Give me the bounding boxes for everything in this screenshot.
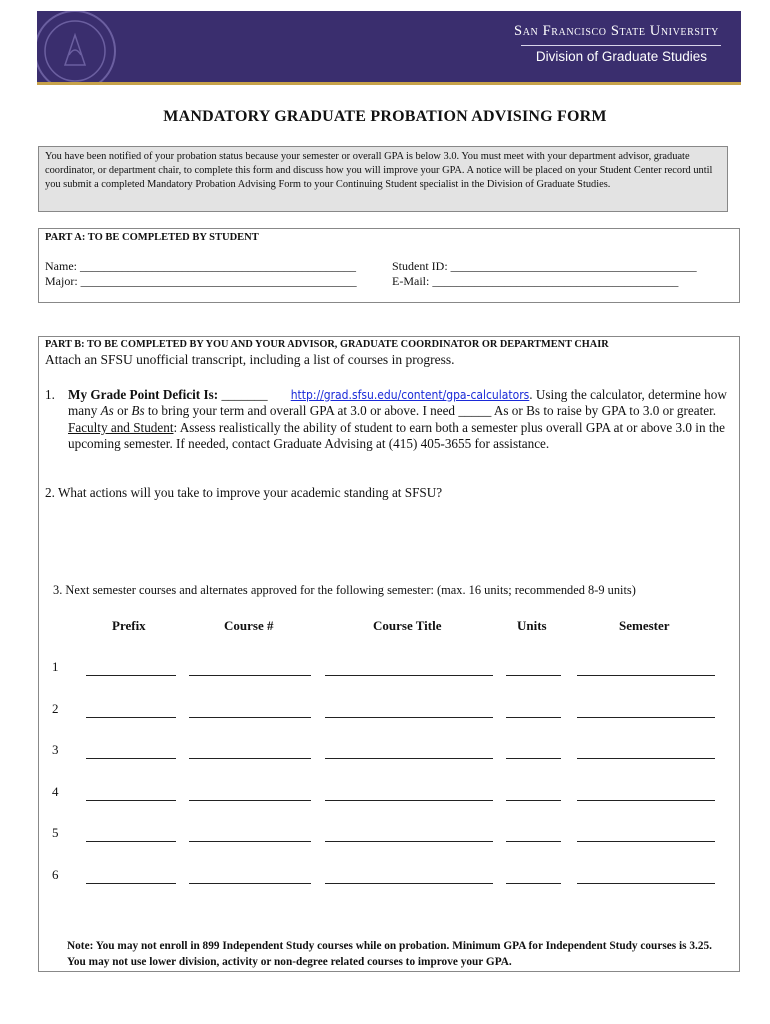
division-name: Division of Graduate Studies (535, 49, 707, 64)
semester-blank-line[interactable] (577, 841, 715, 842)
semester-blank-line[interactable] (577, 883, 715, 884)
column-prefix: Prefix (112, 618, 146, 633)
course-title-blank-line[interactable] (325, 758, 493, 759)
header-banner (37, 11, 741, 85)
units-blank-line[interactable] (506, 883, 561, 884)
part-b-section (38, 336, 740, 972)
course-number-blank-line[interactable] (189, 758, 311, 759)
row-number: 3 (52, 742, 59, 757)
prefix-blank-line[interactable] (86, 717, 176, 718)
university-seal-icon (37, 11, 121, 85)
prefix-blank-line[interactable] (86, 883, 176, 884)
student-id-field[interactable] (392, 259, 697, 274)
column-semester: Semester (619, 618, 670, 633)
question-3: 3. Next semester courses and alternates approved for the following semester: (max. 16 units; recommended 8-9 units) (53, 583, 636, 597)
row-number: 4 (52, 783, 59, 799)
q1-as: As (100, 403, 114, 419)
semester-blank-line[interactable] (577, 675, 715, 676)
major-blank[interactable]: ______________________________________________ (80, 274, 357, 288)
email-field[interactable] (392, 274, 678, 289)
row-number: 5 (52, 825, 59, 840)
form-title: MANDATORY GRADUATE PROBATION ADVISING FORM (163, 108, 607, 125)
row-number: 6 (52, 866, 59, 882)
course-title-blank-line[interactable] (325, 841, 493, 842)
gpa-calculator-link[interactable]: http://grad.sfsu.edu/content/gpa-calculators (290, 388, 530, 402)
column-course-title: Course Title (373, 618, 442, 633)
column-units: Units (517, 618, 547, 633)
grade-deficit-label: My Grade Point Deficit Is: (68, 387, 219, 402)
q1-after-link: . Using the calculator, (529, 387, 645, 402)
q1-line2a: determine how many (68, 387, 727, 419)
semester-blank-line[interactable] (577, 758, 715, 759)
semester-blank-line[interactable] (577, 717, 715, 718)
semester-blank-line[interactable] (577, 800, 715, 801)
prefix-blank-line[interactable] (86, 800, 176, 801)
units-blank-line[interactable] (506, 758, 561, 759)
name-label: Name: (45, 259, 77, 273)
email-blank[interactable]: _________________________________________ (432, 274, 679, 288)
course-title-blank-line[interactable] (325, 675, 493, 676)
units-blank-line[interactable] (506, 717, 561, 718)
name-field[interactable] (45, 259, 356, 274)
course-number-blank-line[interactable] (189, 883, 311, 884)
course-number-blank-line[interactable] (189, 675, 311, 676)
footnote: Note: You may not enroll in 899 Independent Study courses while on probation. Minimum GPA for Independent Study courses is 3.25. You may not use lower division, activity or non-degree related courses to improve your GPA. (67, 940, 712, 968)
course-number-blank-line[interactable] (189, 841, 311, 842)
grade-deficit-blank[interactable]: _______ (221, 387, 268, 402)
major-label: Major: (45, 274, 78, 288)
course-title-blank-line[interactable] (325, 800, 493, 801)
course-number-blank-line[interactable] (189, 717, 311, 718)
email-label: E-Mail: (392, 274, 430, 288)
q1-line2b: to bring your term and overall GPA at 3.0 or above. I need _____ As or Bs to raise by (144, 403, 599, 419)
units-blank-line[interactable] (506, 675, 561, 676)
part-b-heading: PART B: TO BE COMPLETED BY YOU AND YOUR ADVISOR, GRADUATE COORDINATOR OR DEPARTMENT CHAIR (45, 339, 609, 350)
part-a-heading: PART A: TO BE COMPLETED BY STUDENT (45, 232, 259, 243)
prefix-blank-line[interactable] (86, 675, 176, 676)
faculty-student-label: Faculty and Student (68, 419, 174, 435)
student-id-label: Student ID: (392, 259, 448, 273)
units-blank-line[interactable] (506, 800, 561, 801)
units-blank-line[interactable] (506, 841, 561, 842)
major-field[interactable] (45, 274, 357, 289)
q1-line3b: : Assess realistically the ability of student to earn both a semester plus overall GPA at or above 3.0 in the upcoming semester. If needed, contact Graduate Advising at (415) 405-3655 for assistance. (68, 419, 725, 452)
course-number-blank-line[interactable] (189, 800, 311, 801)
part-a-section (38, 228, 740, 303)
probation-notice: You have been notified of your probation status because your semester or overall GPA is below 3.0. You must meet with your department advisor, graduate coordinator, or department chair, to complete this form and discuss how you will improve your GPA. A notice will be placed on your Student Center record until you submit a completed Mandatory Probation Advising Form to your Continuing Student specialist in the Division of Graduate Studies. (38, 146, 728, 212)
prefix-blank-line[interactable] (86, 841, 176, 842)
student-id-blank[interactable]: _________________________________________ (450, 259, 697, 273)
name-blank[interactable]: ______________________________________________ (80, 259, 356, 273)
q1-or: or (113, 403, 132, 419)
row-number: 1 (52, 659, 59, 674)
course-title-blank-line[interactable] (325, 883, 493, 884)
header-divider (521, 45, 721, 46)
question-2: 2. What actions will you take to improve your academic standing at SFSU? (45, 485, 443, 500)
course-title-blank-line[interactable] (325, 717, 493, 718)
prefix-blank-line[interactable] (86, 758, 176, 759)
university-name: San Francisco State University (514, 23, 719, 39)
row-number: 2 (52, 700, 59, 716)
part-b-subheading: Attach an SFSU unofficial transcript, including a list of courses in progress. (45, 352, 455, 367)
question-1-number: 1. (45, 387, 55, 402)
column-course-number: Course # (224, 618, 274, 633)
q1-bs: Bs (131, 403, 145, 419)
q1-line3a: GPA to 3.0 or greater. (601, 403, 717, 419)
